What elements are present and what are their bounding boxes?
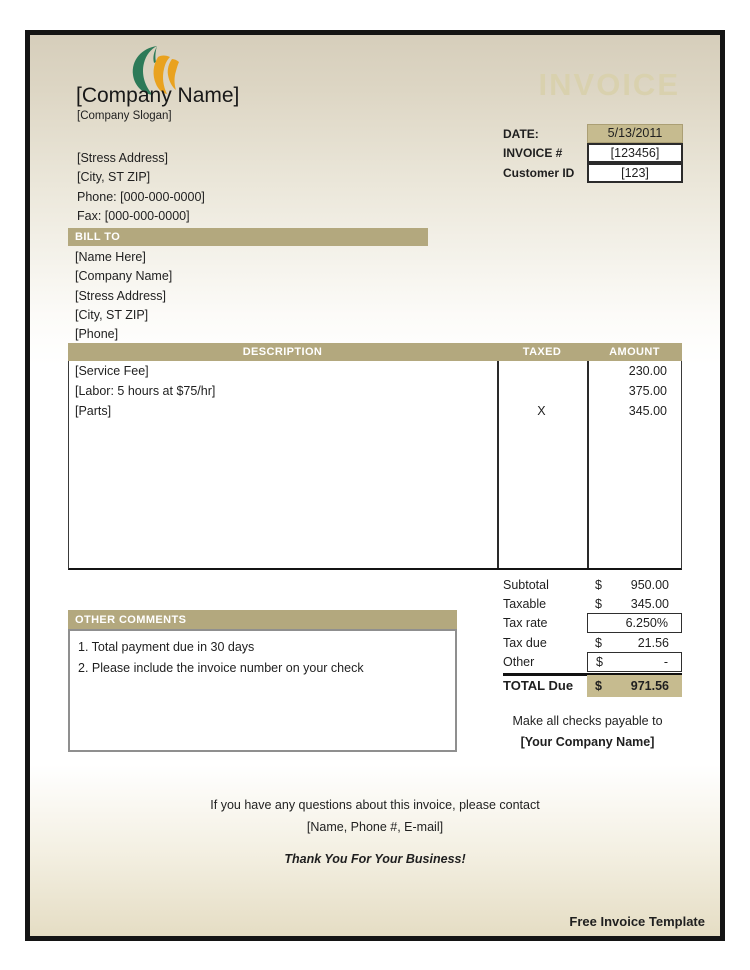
amount: 971.56 <box>630 678 669 693</box>
tax-rate-label: Tax rate <box>503 616 548 631</box>
description-column-header: DESCRIPTION <box>242 346 323 358</box>
taxable-value <box>587 594 682 613</box>
table-row <box>69 401 681 421</box>
column-divider <box>587 361 589 568</box>
contact-details: [Name, Phone #, E-mail] <box>306 819 444 834</box>
amount: 345.00 <box>630 596 669 611</box>
total-due-row <box>503 673 682 695</box>
currency-symbol: $ <box>596 654 603 669</box>
invoice-number-field[interactable]: [123456] <box>587 143 683 163</box>
customer-id-field[interactable]: [123] <box>587 163 683 183</box>
tax-due-row <box>503 633 682 652</box>
company-name: [Company Name] <box>76 84 240 107</box>
line-items-table <box>68 343 682 570</box>
date-value-field[interactable]: 5/13/2011 <box>587 124 683 143</box>
item-description-cell[interactable]: [Service Fee] <box>75 364 149 378</box>
subtotal-label: Subtotal <box>503 577 549 592</box>
item-amount-cell[interactable]: 375.00 <box>628 384 668 398</box>
other-comments-box[interactable] <box>68 629 457 752</box>
tax-due-label: Tax due <box>503 635 547 650</box>
company-address-line: [Stress Address] <box>77 151 169 165</box>
invoice-title: INVOICE <box>538 67 680 102</box>
currency-symbol: $ <box>595 678 602 693</box>
total-due-value <box>587 675 682 697</box>
item-taxed-cell[interactable]: X <box>537 404 546 418</box>
amount: 950.00 <box>630 577 669 592</box>
table-row <box>69 381 681 401</box>
totals-block <box>503 575 682 695</box>
date-row <box>503 124 683 143</box>
bill-to-phone: [Phone] <box>75 327 119 342</box>
bill-to-address: [Stress Address] <box>75 288 167 303</box>
currency-symbol: $ <box>595 635 602 650</box>
contact-line: If you have any questions about this invoice, please contact <box>210 798 540 812</box>
item-amount-cell[interactable]: 230.00 <box>628 364 668 378</box>
company-address-line: [City, ST ZIP] <box>77 170 151 185</box>
other-field[interactable] <box>587 652 682 672</box>
comment-line: 2. Please include the invoice number on your check <box>78 661 364 675</box>
customer-id-row <box>503 163 683 183</box>
line-items-header-row <box>68 343 682 361</box>
payable-company-name: [Your Company Name] <box>520 735 655 749</box>
subtotal-value <box>587 575 682 594</box>
total-due-label: TOTAL Due <box>503 678 574 694</box>
bill-to-block <box>75 248 172 344</box>
taxable-row <box>503 594 682 613</box>
invoice-number-row <box>503 143 683 163</box>
footer-brand: Free Invoice Template <box>569 914 705 929</box>
other-label: Other <box>503 654 535 669</box>
bill-to-header: BILL TO <box>68 228 428 246</box>
customer-id-label: Customer ID <box>503 166 575 180</box>
amount: 21.56 <box>637 635 669 650</box>
comment-line: 1. Total payment due in 30 days <box>78 640 255 654</box>
tax-rate-field[interactable] <box>587 613 682 633</box>
date-label: DATE: <box>503 126 539 141</box>
bill-to-name: [Name Here] <box>75 250 146 264</box>
company-fax-line: Fax: [000-000-0000] <box>77 209 190 224</box>
company-slogan: [Company Slogan] <box>77 110 172 122</box>
amount: - <box>663 654 668 669</box>
tax-due-value <box>587 633 682 652</box>
currency-symbol: $ <box>595 596 602 611</box>
amount-column-header: AMOUNT <box>609 346 660 358</box>
invoice-number-label: INVOICE # <box>503 146 563 160</box>
bill-to-company: [Company Name] <box>75 269 173 284</box>
table-row <box>69 361 681 381</box>
subtotal-row <box>503 575 682 594</box>
item-description-cell[interactable]: [Labor: 5 hours at $75/hr] <box>75 384 216 398</box>
amount: 6.250% <box>625 616 668 631</box>
company-address-block <box>77 149 205 227</box>
bill-to-city: [City, ST ZIP] <box>75 307 149 322</box>
company-phone-line: Phone: [000-000-0000] <box>77 189 205 204</box>
item-description-cell[interactable]: [Parts] <box>75 404 112 418</box>
other-row <box>503 652 682 671</box>
invoice-meta-block <box>503 124 683 183</box>
checks-payable-text: Make all checks payable to <box>512 714 663 728</box>
contact-block <box>30 795 720 838</box>
checks-payable-block <box>485 711 690 753</box>
thank-you-message: Thank You For Your Business! <box>284 852 466 866</box>
tax-rate-row <box>503 614 682 633</box>
column-divider <box>497 361 499 568</box>
taxed-column-header: TAXED <box>522 346 562 358</box>
line-items-body <box>68 361 682 570</box>
invoice-page <box>25 30 725 941</box>
currency-symbol: $ <box>595 577 602 592</box>
taxable-label: Taxable <box>503 596 547 611</box>
other-comments-header: OTHER COMMENTS <box>68 610 457 629</box>
item-amount-cell[interactable]: 345.00 <box>628 404 668 418</box>
